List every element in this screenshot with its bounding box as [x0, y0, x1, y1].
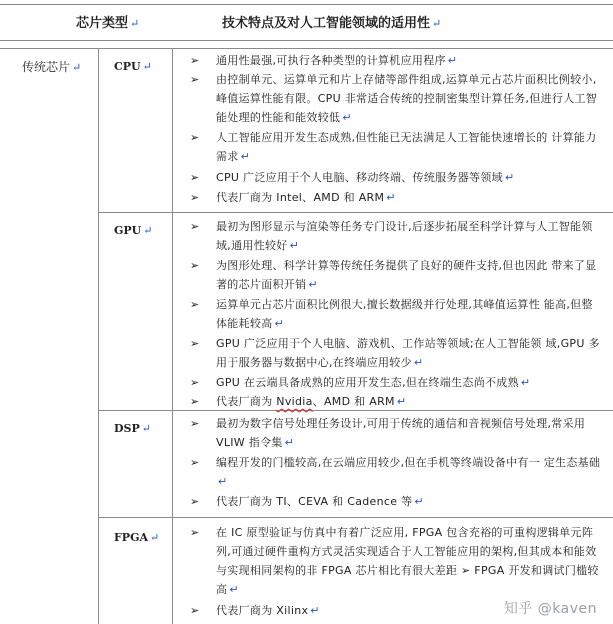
- bullet-icon: ➢: [190, 495, 200, 508]
- column-divider: [98, 48, 99, 624]
- row-divider: [0, 48, 613, 49]
- list-item: ➢ 在 IC 原型验证与仿真中有着广泛应用, FPGA 包含充裕的可重构逻辑单元阵列,可通过硬件重构方式灵活实现适合于人工智能应用的架构,但其成本和能效与实现相同架构的非 FPGA 芯片相比有很大差距 ➢ FPGA 开发和调试门槛较高 ↵: [190, 523, 603, 599]
- bullet-icon: ➢: [190, 376, 200, 389]
- bullet-icon: ➢: [190, 73, 200, 86]
- bullet-icon: ➢: [190, 220, 200, 233]
- list-item: ➢ 由控制单元、运算单元和片上存储等部件组成,运算单元占芯片面积比例较小,峰值运算性能有限。CPU 非常适合传统的控制密集型计算任务,但进行人工智能处理的性能和能效较低 ↵: [190, 70, 603, 127]
- table-top-border: [0, 4, 613, 5]
- zhihu-watermark: 知乎 @kaven: [503, 601, 597, 617]
- list-item: ➢ 通用性最强,可执行各种类型的计算机应用程序 ↵: [190, 51, 603, 70]
- list-item: ➢ 代表厂商为 Nvidia、AMD 和 ARM ↵: [190, 392, 603, 411]
- column-divider: [172, 48, 173, 624]
- header-tech-features: 技术特点及对人工智能领域的适用性 ↵: [222, 16, 442, 31]
- chip-name-fpga: FPGA ↵: [114, 531, 160, 544]
- bullet-icon: ➢: [190, 604, 200, 617]
- chip-name-gpu: GPU ↵: [114, 224, 153, 237]
- bullet-icon: ➢: [190, 337, 200, 350]
- list-item: ➢ 运算单元占芯片面积比例很大,擅长数据级并行处理,其峰值运算性 能高,但整体能耗较高 ↵: [190, 295, 603, 333]
- bullet-icon: ➢: [190, 298, 200, 311]
- bullet-icon: ➢: [190, 54, 200, 67]
- bullet-icon: ➢: [190, 131, 200, 144]
- list-item: ➢ GPU 广泛应用于个人电脑、游戏机、工作站等领域;在人工智能领 域,GPU 多用于服务器与数据中心,在终端应用较少 ↵: [190, 334, 603, 372]
- header-chip-type: 芯片类型 ↵: [76, 16, 140, 31]
- list-item: ➢ 最初为数字信号处理任务设计,可用于传统的通信和音视频信号处理,常采用 VLIW 指令集 ↵: [190, 414, 603, 452]
- chip-name-dsp: DSP ↵: [114, 422, 151, 435]
- list-item: ➢ 代表厂商为 Intel、AMD 和 ARM ↵: [190, 188, 603, 207]
- list-item: ➢ GPU 在云端具备成熟的应用开发生态,但在终端生态尚不成熟 ↵: [190, 373, 603, 392]
- header-bottom-border: [0, 40, 613, 41]
- spellcheck-underline: Nvidia: [276, 395, 313, 408]
- list-item: ➢ 代表厂商为 Xilinx ↵: [190, 601, 603, 620]
- row-divider: [98, 517, 613, 518]
- bullet-icon: ➢: [190, 456, 200, 469]
- bullet-icon: ➢: [190, 395, 200, 408]
- bullet-icon: ➢: [190, 417, 200, 430]
- bullet-icon: ➢: [190, 191, 200, 204]
- list-item: ➢ 编程开发的门槛较高,在云端应用较少,但在手机等终端设备中有一 定生态基础↵: [190, 453, 603, 491]
- category-traditional-chip: 传统芯片 ↵: [22, 60, 82, 74]
- list-item: ➢ 最初为图形显示与渲染等任务专门设计,后逐步拓展至科学计算与人工智能领域,通用性较好 ↵: [190, 217, 603, 255]
- bullet-icon: ➢: [190, 526, 200, 539]
- list-item: ➢ CPU 广泛应用于个人电脑、移动终端、传统服务器等领域 ↵: [190, 168, 603, 187]
- bullet-icon: ➢: [190, 171, 200, 184]
- list-item: ➢ 人工智能应用开发生态成熟,但性能已无法满足人工智能快速增长的 计算能力需求 ↵: [190, 128, 603, 166]
- list-item: ➢ 代表厂商为 TI、CEVA 和 Cadence 等 ↵: [190, 492, 603, 511]
- row-divider: [98, 212, 613, 213]
- list-item: ➢ 为图形处理、科学计算等传统任务提供了良好的硬件支持,但也因此 带来了显著的芯片面积开销 ↵: [190, 256, 603, 294]
- bullet-icon: ➢: [190, 259, 200, 272]
- chip-name-cpu: CPU ↵: [114, 60, 152, 73]
